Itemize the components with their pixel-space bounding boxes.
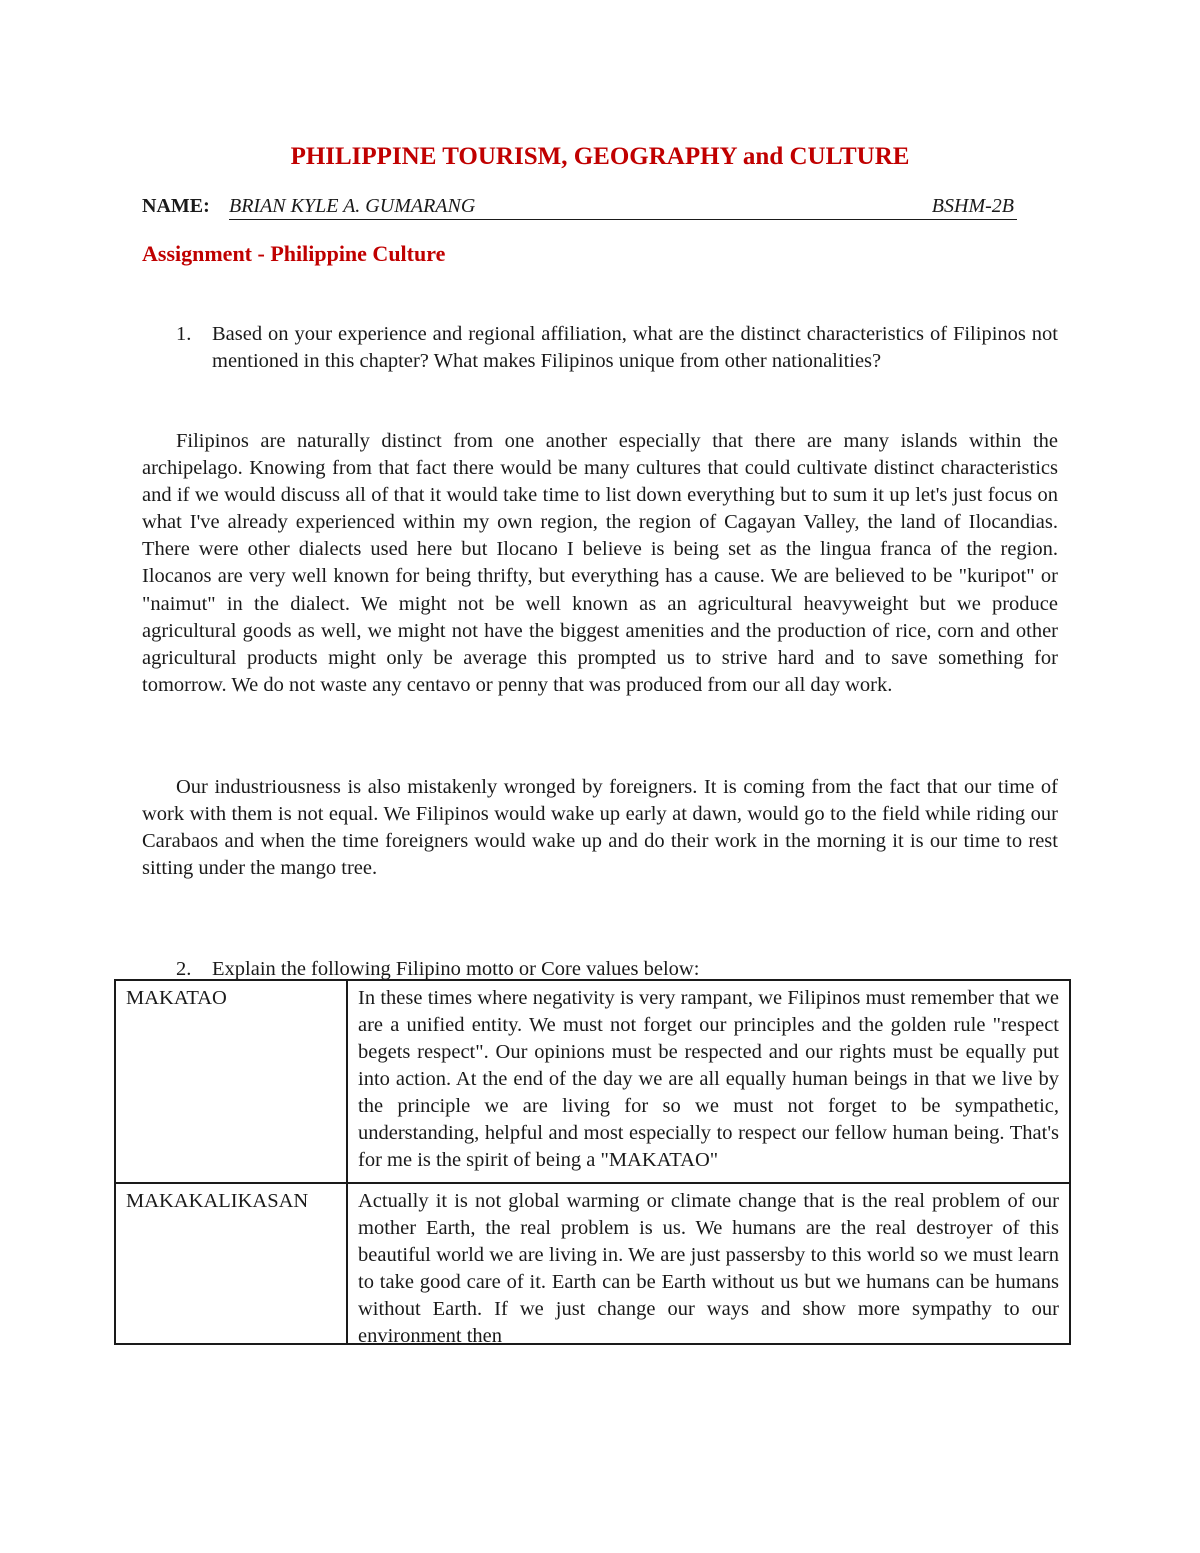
document-title: PHILIPPINE TOURISM, GEOGRAPHY and CULTURE bbox=[290, 143, 910, 170]
table-row bbox=[115, 980, 1070, 1183]
question-1-number: 1. bbox=[176, 323, 192, 345]
value-term: MAKAKALIKASAN bbox=[115, 1183, 347, 1344]
table-row bbox=[115, 1183, 1070, 1344]
name-underline bbox=[229, 195, 1017, 220]
student-section: BSHM-2B bbox=[931, 195, 1014, 217]
question-1-text: Based on your experience and regional affiliation, what are the distinct characteristics of Filipinos not mentioned in this chapter? What makes Filipinos unique from other nationalities? bbox=[212, 323, 1058, 372]
name-line bbox=[142, 195, 1017, 223]
question-2-number: 2. bbox=[176, 958, 192, 980]
value-description: Actually it is not global warming or climate change that is the real problem of our mother Earth, the real problem is us. We humans are the real destroyer of this beautiful world we are living in. We are just passersby to this world so we must learn to take good care of it. Earth can be Earth without us but we humans can be humans without Earth. If we just change our ways and show more sympathy to our environment then bbox=[358, 1190, 1059, 1347]
value-description-cell bbox=[347, 1183, 1070, 1347]
question-2-text: Explain the following Filipino motto or Core values below: bbox=[212, 958, 700, 980]
assignment-title: Assignment - Philippine Culture bbox=[142, 241, 446, 266]
value-term: MAKATAO bbox=[115, 980, 347, 1183]
student-name: BRIAN KYLE A. GUMARANG bbox=[229, 195, 476, 217]
core-values-table bbox=[114, 979, 1071, 1345]
answer-1-paragraph-2: Our industriousness is also mistakenly wronged by foreigners. It is coming from the fact that our time of work with them is not equal. We Filipinos would wake up early at dawn, would go to the field while riding our Carabaos and when the time foreigners would wake up and do their work in the morning it is our time to rest sitting under the mango tree. bbox=[142, 776, 1058, 880]
value-description: In these times where negativity is very rampant, we Filipinos must remember that we are a unified entity. We must not forget our principles and the golden rule "respect begets respect". Our opinions must be respected and our rights must be equally put into action. At the end of the day we are all equally human beings in that we live by the principle we are living for so we must not forget to be sympathetic, understanding, helpful and most especially to respect our fellow human being. That's for me is the spirit of being a "MAKATAO" bbox=[347, 980, 1070, 1183]
answer-1-paragraph-1: Filipinos are naturally distinct from one another especially that there are many islands within the archipelago. Knowing from that fact there would be many cultures that could cultivate distinct characteristics and if we would discuss all of that it would take time to list down everything but to sum it up let's just focus on what I've already experienced within my own region, the region of Cagayan Valley, the land of Ilocandias. There were other dialects used here but Ilocano I believe is being set as the lingua franca of the region. Ilocanos are very well known for being thrifty, but everything has a cause. We are believed to be "kuripot" or "naimut" in the dialect. We might not be well known as an agricultural heavyweight but we produce agricultural goods as well, we might not have the biggest amenities and the production of rice, corn and other agricultural products might only be average this prompted us to strive hard and to save something for tomorrow. We do not waste any centavo or penny that was produced from our all day work. bbox=[142, 430, 1058, 696]
name-label: NAME: bbox=[142, 195, 210, 217]
